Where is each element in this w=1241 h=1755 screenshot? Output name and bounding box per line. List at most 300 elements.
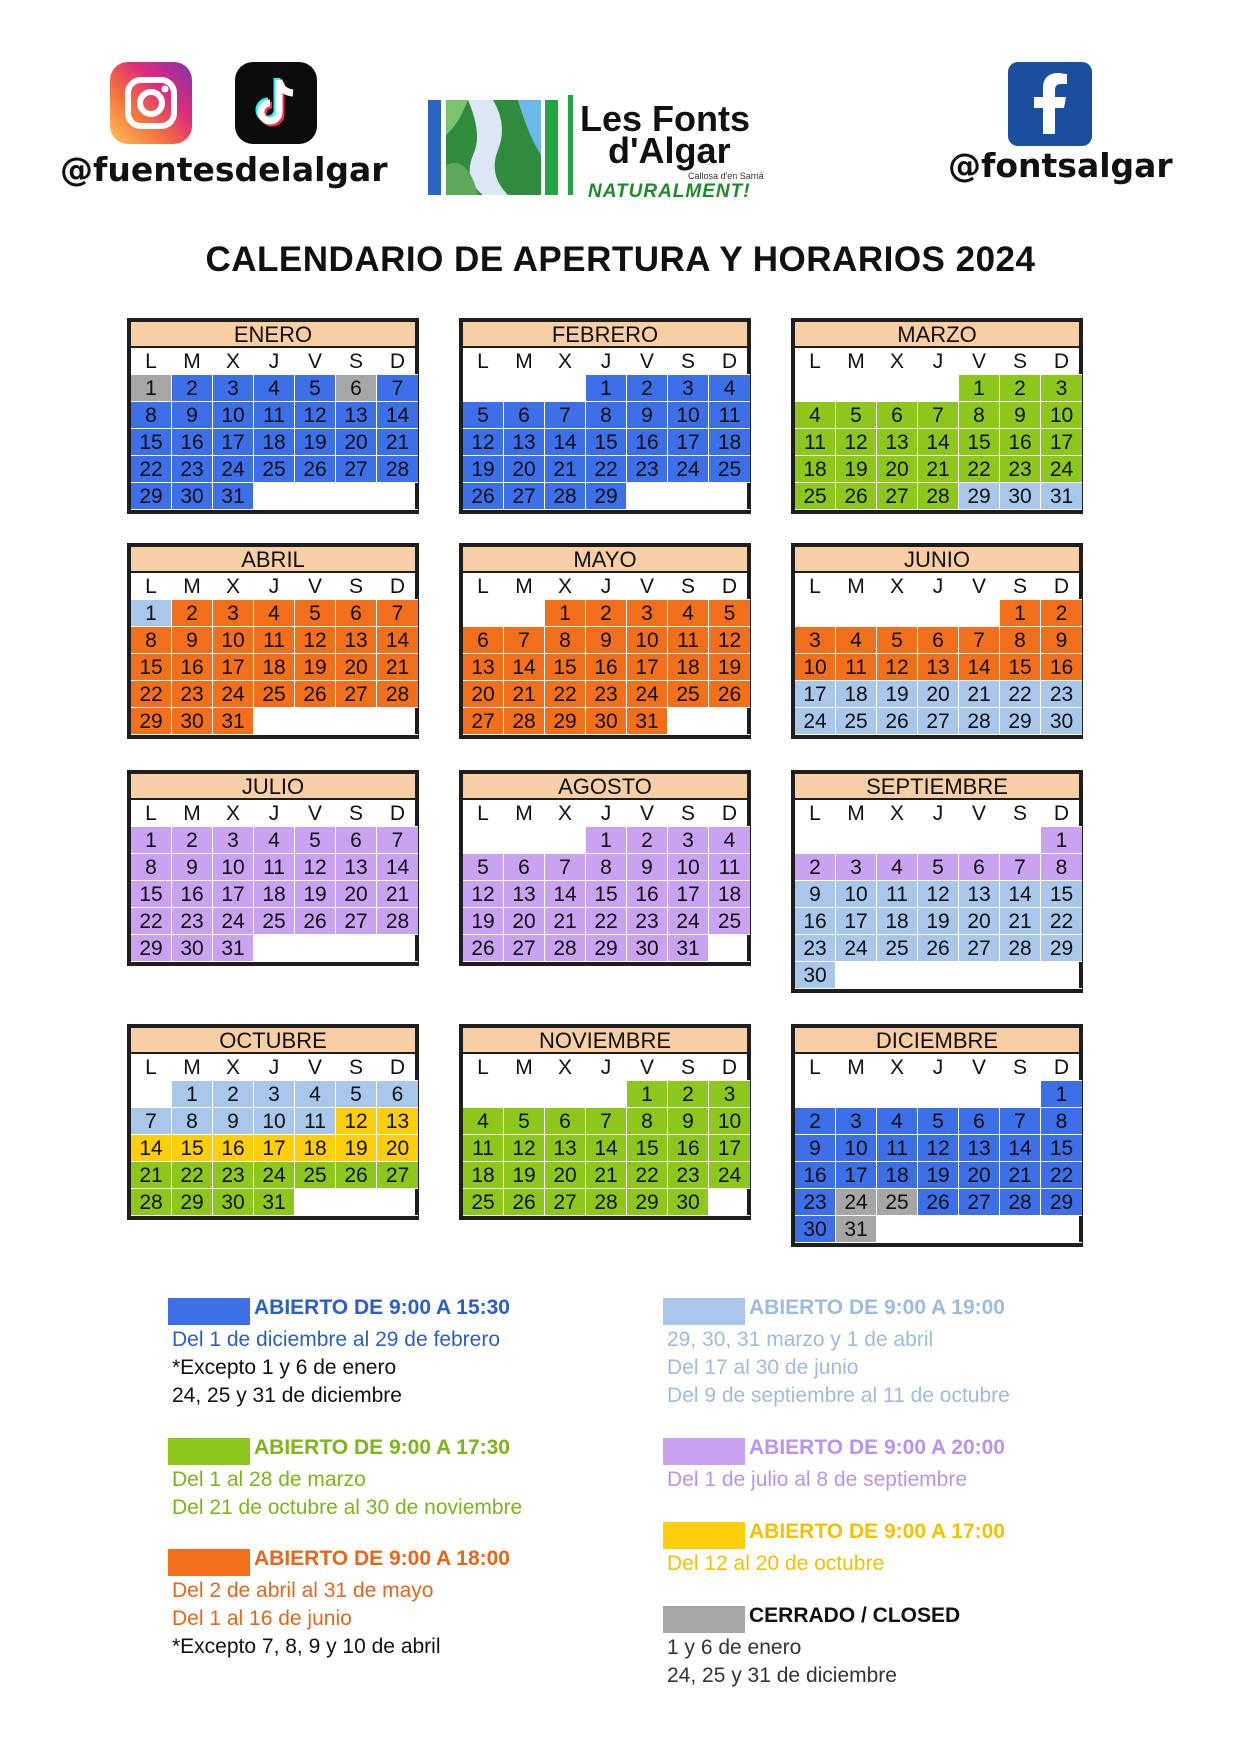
day-cell-green: 26 xyxy=(504,1189,545,1216)
tiktok-icon[interactable] xyxy=(235,62,317,144)
month-julio xyxy=(127,770,419,966)
day-cell-orange: 14 xyxy=(377,627,418,654)
day-cell-blue: 6 xyxy=(959,1108,1000,1135)
day-cell-lightblue: 20 xyxy=(918,681,959,708)
day-cell-orange: 18 xyxy=(668,654,709,681)
weekday-label: D xyxy=(1041,573,1082,600)
day-cell-orange: 2 xyxy=(172,600,213,627)
month-name: ENERO xyxy=(131,322,415,348)
weekday-label: X xyxy=(877,1054,918,1081)
week-row xyxy=(795,654,1079,681)
day-cell-blue: 26 xyxy=(918,1189,959,1216)
day-cell-blue: 22 xyxy=(131,456,172,483)
day-cell-blue: 11 xyxy=(709,402,750,429)
empty-cell xyxy=(918,827,959,854)
day-cell-lightblue: 25 xyxy=(836,708,877,735)
logo xyxy=(428,95,778,205)
day-cell-purple: 21 xyxy=(545,908,586,935)
day-cell-lightblue: 15 xyxy=(1041,881,1082,908)
empty-cell xyxy=(668,708,709,735)
weekday-label: X xyxy=(545,1054,586,1081)
week-row xyxy=(131,1081,415,1108)
legend-title: ABIERTO DE 9:00 A 17:00 xyxy=(749,1520,1005,1543)
day-cell-green: 23 xyxy=(213,1162,254,1189)
day-cell-lightblue: 11 xyxy=(877,881,918,908)
day-cell-purple: 30 xyxy=(627,935,668,962)
day-cell-green: 27 xyxy=(545,1189,586,1216)
weekday-label: V xyxy=(959,800,1000,827)
empty-cell xyxy=(877,1081,918,1108)
day-cell-green: 30 xyxy=(213,1189,254,1216)
week-row xyxy=(795,854,1079,881)
empty-cell xyxy=(709,935,750,962)
day-cell-blue: 27 xyxy=(336,456,377,483)
day-cell-orange: 25 xyxy=(668,681,709,708)
day-cell-blue: 18 xyxy=(877,1162,918,1189)
day-cell-blue: 3 xyxy=(836,1108,877,1135)
day-cell-orange: 26 xyxy=(295,681,336,708)
weekday-label: D xyxy=(377,1054,418,1081)
day-cell-lightblue: 27 xyxy=(918,708,959,735)
facebook-handle[interactable]: @fontsalgar xyxy=(948,146,1173,185)
week-row xyxy=(131,708,415,735)
day-cell-lightblue: 5 xyxy=(336,1081,377,1108)
week-row xyxy=(463,827,747,854)
day-cell-lightblue: 11 xyxy=(295,1108,336,1135)
day-cell-orange: 7 xyxy=(377,600,418,627)
day-cell-lightblue: 1 xyxy=(131,600,172,627)
week-row xyxy=(463,402,747,429)
day-cell-purple: 3 xyxy=(836,854,877,881)
day-cell-orange: 12 xyxy=(295,627,336,654)
week-row xyxy=(463,935,747,962)
empty-cell xyxy=(336,483,377,510)
day-cell-orange: 14 xyxy=(504,654,545,681)
legend-period: Del 9 de septiembre al 11 de octubre xyxy=(667,1384,1010,1407)
empty-cell xyxy=(959,827,1000,854)
empty-cell xyxy=(295,935,336,962)
week-row xyxy=(795,908,1079,935)
weekday-label: V xyxy=(295,348,336,375)
weekday-label: L xyxy=(463,1054,504,1081)
day-cell-purple: 14 xyxy=(377,854,418,881)
week-row xyxy=(131,456,415,483)
weekday-label: L xyxy=(463,348,504,375)
day-cell-green: 3 xyxy=(1041,375,1082,402)
week-row xyxy=(131,1135,415,1162)
weekday-label: V xyxy=(295,573,336,600)
day-cell-green: 4 xyxy=(463,1108,504,1135)
legend-title: ABIERTO DE 9:00 A 17:30 xyxy=(254,1436,510,1459)
day-cell-purple: 15 xyxy=(131,881,172,908)
day-cell-orange: 22 xyxy=(545,681,586,708)
weekday-label: S xyxy=(336,1054,377,1081)
day-cell-green: 18 xyxy=(795,456,836,483)
empty-cell xyxy=(1000,962,1041,989)
week-row xyxy=(463,681,747,708)
day-cell-purple: 7 xyxy=(377,827,418,854)
weekday-label: M xyxy=(172,348,213,375)
day-cell-purple: 16 xyxy=(172,881,213,908)
day-cell-purple: 5 xyxy=(463,854,504,881)
weekday-label: L xyxy=(463,800,504,827)
day-cell-blue: 23 xyxy=(627,456,668,483)
day-cell-blue: 1 xyxy=(586,375,627,402)
day-cell-purple: 7 xyxy=(545,854,586,881)
day-cell-orange: 12 xyxy=(709,627,750,654)
day-cell-lightblue: 4 xyxy=(295,1081,336,1108)
month-diciembre xyxy=(791,1024,1083,1247)
day-cell-purple: 18 xyxy=(709,881,750,908)
day-cell-green: 21 xyxy=(918,456,959,483)
day-cell-orange: 16 xyxy=(1041,654,1082,681)
weekday-header-row xyxy=(131,348,415,375)
empty-cell xyxy=(1000,827,1041,854)
legend-title: ABIERTO DE 9:00 A 20:00 xyxy=(749,1436,1005,1459)
weekday-label: X xyxy=(545,573,586,600)
day-cell-orange: 15 xyxy=(1000,654,1041,681)
empty-cell xyxy=(463,600,504,627)
day-cell-purple: 27 xyxy=(336,908,377,935)
day-cell-blue: 16 xyxy=(627,429,668,456)
week-row xyxy=(795,935,1079,962)
day-cell-green: 29 xyxy=(627,1189,668,1216)
day-cell-purple: 28 xyxy=(545,935,586,962)
day-cell-blue: 3 xyxy=(668,375,709,402)
empty-cell xyxy=(836,827,877,854)
day-cell-blue: 20 xyxy=(336,429,377,456)
day-cell-blue: 2 xyxy=(627,375,668,402)
day-cell-blue: 17 xyxy=(836,1162,877,1189)
week-row xyxy=(131,600,415,627)
day-cell-purple: 15 xyxy=(586,881,627,908)
empty-cell xyxy=(295,1189,336,1216)
day-cell-green: 7 xyxy=(918,402,959,429)
month-name: NOVIEMBRE xyxy=(463,1028,747,1054)
week-row xyxy=(795,627,1079,654)
day-cell-purple: 25 xyxy=(254,908,295,935)
empty-cell xyxy=(545,1081,586,1108)
month-name: ABRIL xyxy=(131,547,415,573)
day-cell-orange: 3 xyxy=(213,600,254,627)
day-cell-green: 26 xyxy=(336,1162,377,1189)
day-cell-orange: 19 xyxy=(709,654,750,681)
weekday-label: X xyxy=(545,800,586,827)
day-cell-lightblue: 28 xyxy=(1000,935,1041,962)
day-cell-blue: 24 xyxy=(213,456,254,483)
day-cell-grey: 24 xyxy=(836,1189,877,1216)
day-cell-blue: 27 xyxy=(504,483,545,510)
day-cell-green: 7 xyxy=(586,1108,627,1135)
waterfall-logo-icon xyxy=(428,95,558,205)
weekday-label: X xyxy=(877,573,918,600)
weekday-header-row xyxy=(795,348,1079,375)
day-cell-lightblue: 18 xyxy=(836,681,877,708)
empty-cell xyxy=(254,483,295,510)
day-cell-lightblue: 10 xyxy=(836,881,877,908)
weekday-label: M xyxy=(504,573,545,600)
day-cell-lightblue: 2 xyxy=(213,1081,254,1108)
weekday-label: L xyxy=(795,1054,836,1081)
day-cell-lightblue: 12 xyxy=(918,881,959,908)
day-cell-orange: 5 xyxy=(877,627,918,654)
day-cell-yellow: 16 xyxy=(213,1135,254,1162)
day-cell-blue: 17 xyxy=(213,429,254,456)
legend-period: 24, 25 y 31 de diciembre xyxy=(667,1664,897,1687)
day-cell-purple: 24 xyxy=(213,908,254,935)
day-cell-lightblue: 31 xyxy=(1041,483,1082,510)
day-cell-blue: 2 xyxy=(172,375,213,402)
day-cell-green: 24 xyxy=(254,1162,295,1189)
day-cell-purple: 10 xyxy=(668,854,709,881)
empty-cell xyxy=(836,375,877,402)
weekday-label: D xyxy=(377,800,418,827)
week-row xyxy=(463,600,747,627)
empty-cell xyxy=(795,827,836,854)
day-cell-blue: 21 xyxy=(377,429,418,456)
day-cell-green: 13 xyxy=(545,1135,586,1162)
day-cell-blue: 15 xyxy=(586,429,627,456)
day-cell-purple: 2 xyxy=(627,827,668,854)
day-cell-blue: 17 xyxy=(668,429,709,456)
empty-cell xyxy=(836,600,877,627)
week-row xyxy=(795,681,1079,708)
day-cell-blue: 21 xyxy=(545,456,586,483)
day-cell-lightblue: 21 xyxy=(1000,908,1041,935)
day-cell-orange: 10 xyxy=(627,627,668,654)
legend-period: Del 1 al 16 de junio xyxy=(172,1607,352,1630)
day-cell-grey: 31 xyxy=(836,1216,877,1243)
week-row xyxy=(131,935,415,962)
day-cell-blue: 13 xyxy=(504,429,545,456)
day-cell-blue: 15 xyxy=(131,429,172,456)
empty-cell xyxy=(504,600,545,627)
day-cell-blue: 28 xyxy=(377,456,418,483)
weekday-label: M xyxy=(836,573,877,600)
day-cell-blue: 4 xyxy=(254,375,295,402)
day-cell-orange: 1 xyxy=(1000,600,1041,627)
day-cell-green: 21 xyxy=(131,1162,172,1189)
day-cell-blue: 26 xyxy=(463,483,504,510)
day-cell-green: 9 xyxy=(668,1108,709,1135)
day-cell-orange: 17 xyxy=(213,654,254,681)
month-name: SEPTIEMBRE xyxy=(795,774,1079,800)
week-row xyxy=(131,1108,415,1135)
day-cell-blue: 20 xyxy=(959,1162,1000,1189)
empty-cell xyxy=(668,483,709,510)
day-cell-green: 27 xyxy=(377,1162,418,1189)
weekday-header-row xyxy=(463,573,747,600)
week-row xyxy=(463,908,747,935)
weekday-label: S xyxy=(1000,573,1041,600)
day-cell-lightblue: 29 xyxy=(1041,935,1082,962)
weekday-header-row xyxy=(795,1054,1079,1081)
day-cell-orange: 20 xyxy=(336,654,377,681)
month-name: JUNIO xyxy=(795,547,1079,573)
week-row xyxy=(463,708,747,735)
legend-title: ABIERTO DE 9:00 A 19:00 xyxy=(749,1296,1005,1319)
day-cell-orange: 10 xyxy=(795,654,836,681)
day-cell-purple: 21 xyxy=(377,881,418,908)
day-cell-blue: 29 xyxy=(131,483,172,510)
day-cell-purple: 6 xyxy=(504,854,545,881)
week-row xyxy=(795,402,1079,429)
day-cell-orange: 6 xyxy=(336,600,377,627)
weekday-header-row xyxy=(463,800,747,827)
weekday-label: X xyxy=(545,348,586,375)
week-row xyxy=(463,1108,747,1135)
day-cell-purple: 22 xyxy=(586,908,627,935)
empty-cell xyxy=(959,1216,1000,1243)
weekday-label: V xyxy=(627,348,668,375)
day-cell-green: 29 xyxy=(172,1189,213,1216)
weekday-label: J xyxy=(586,348,627,375)
day-cell-orange: 25 xyxy=(254,681,295,708)
week-row xyxy=(131,654,415,681)
day-cell-orange: 16 xyxy=(172,654,213,681)
day-cell-purple: 14 xyxy=(545,881,586,908)
instagram-handle[interactable]: @fuentesdelalgar xyxy=(60,150,388,189)
weekday-label: X xyxy=(213,800,254,827)
day-cell-lightblue: 26 xyxy=(918,935,959,962)
day-cell-lightblue: 8 xyxy=(172,1108,213,1135)
weekday-label: M xyxy=(504,348,545,375)
day-cell-yellow: 17 xyxy=(254,1135,295,1162)
week-row xyxy=(131,854,415,881)
day-cell-purple: 26 xyxy=(295,908,336,935)
day-cell-lightblue: 9 xyxy=(213,1108,254,1135)
day-cell-orange: 2 xyxy=(586,600,627,627)
day-cell-lightblue: 27 xyxy=(959,935,1000,962)
day-cell-lightblue: 23 xyxy=(795,935,836,962)
weekday-label: D xyxy=(709,1054,750,1081)
empty-cell xyxy=(1041,962,1082,989)
day-cell-purple: 13 xyxy=(336,854,377,881)
instagram-icon[interactable] xyxy=(110,62,192,144)
day-cell-purple: 12 xyxy=(463,881,504,908)
empty-cell xyxy=(377,483,418,510)
day-cell-green: 25 xyxy=(795,483,836,510)
day-cell-green: 6 xyxy=(545,1108,586,1135)
logo-title-line1: Les Fonts xyxy=(580,98,751,139)
day-cell-blue: 30 xyxy=(172,483,213,510)
day-cell-lightblue: 10 xyxy=(254,1108,295,1135)
day-cell-orange: 29 xyxy=(545,708,586,735)
month-name: MAYO xyxy=(463,547,747,573)
day-cell-blue: 18 xyxy=(254,429,295,456)
empty-cell xyxy=(336,935,377,962)
empty-cell xyxy=(918,375,959,402)
day-cell-blue: 5 xyxy=(463,402,504,429)
day-cell-lightblue: 30 xyxy=(1000,483,1041,510)
empty-cell xyxy=(836,1081,877,1108)
weekday-label: M xyxy=(172,1054,213,1081)
day-cell-green: 27 xyxy=(877,483,918,510)
facebook-icon[interactable] xyxy=(1008,62,1092,146)
week-row xyxy=(795,881,1079,908)
day-cell-green: 17 xyxy=(709,1135,750,1162)
month-febrero xyxy=(459,318,751,514)
weekday-header-row xyxy=(795,573,1079,600)
day-cell-orange: 4 xyxy=(254,600,295,627)
day-cell-green: 13 xyxy=(877,429,918,456)
day-cell-blue: 18 xyxy=(709,429,750,456)
day-cell-purple: 12 xyxy=(295,854,336,881)
day-cell-orange: 21 xyxy=(504,681,545,708)
day-cell-green: 11 xyxy=(463,1135,504,1162)
weekday-label: J xyxy=(586,800,627,827)
empty-cell xyxy=(836,962,877,989)
day-cell-lightblue: 21 xyxy=(959,681,1000,708)
day-cell-lightblue: 29 xyxy=(959,483,1000,510)
weekday-label: V xyxy=(959,573,1000,600)
day-cell-blue: 10 xyxy=(213,402,254,429)
empty-cell xyxy=(336,1189,377,1216)
day-cell-green: 16 xyxy=(1000,429,1041,456)
month-junio xyxy=(791,543,1083,739)
day-cell-orange: 7 xyxy=(504,627,545,654)
week-row xyxy=(463,627,747,654)
day-cell-blue: 7 xyxy=(545,402,586,429)
empty-cell xyxy=(545,375,586,402)
day-cell-orange: 2 xyxy=(1041,600,1082,627)
weekday-label: L xyxy=(463,573,504,600)
day-cell-blue: 12 xyxy=(463,429,504,456)
week-row xyxy=(463,456,747,483)
day-cell-blue: 23 xyxy=(172,456,213,483)
empty-cell xyxy=(586,1081,627,1108)
day-cell-green: 18 xyxy=(463,1162,504,1189)
weekday-label: J xyxy=(918,573,959,600)
day-cell-purple: 4 xyxy=(254,827,295,854)
weekday-label: M xyxy=(836,348,877,375)
empty-cell xyxy=(709,708,750,735)
week-row xyxy=(463,1189,747,1216)
day-cell-grey: 25 xyxy=(877,1189,918,1216)
day-cell-lightblue: 26 xyxy=(877,708,918,735)
day-cell-green: 28 xyxy=(131,1189,172,1216)
day-cell-lightblue: 22 xyxy=(1041,908,1082,935)
day-cell-lightblue: 25 xyxy=(877,935,918,962)
day-cell-purple: 19 xyxy=(463,908,504,935)
empty-cell xyxy=(795,600,836,627)
weekday-label: M xyxy=(172,573,213,600)
day-cell-green: 28 xyxy=(918,483,959,510)
day-cell-orange: 23 xyxy=(586,681,627,708)
week-row xyxy=(463,429,747,456)
week-row xyxy=(463,483,747,510)
empty-cell xyxy=(877,827,918,854)
weekday-label: M xyxy=(172,800,213,827)
day-cell-blue: 7 xyxy=(1000,1108,1041,1135)
weekday-label: D xyxy=(1041,1054,1082,1081)
month-name: AGOSTO xyxy=(463,774,747,800)
weekday-label: V xyxy=(295,800,336,827)
week-row xyxy=(463,1135,747,1162)
week-row xyxy=(795,1189,1079,1216)
day-cell-purple: 22 xyxy=(131,908,172,935)
legend-period: 1 y 6 de enero xyxy=(667,1636,802,1659)
weekday-label: V xyxy=(959,1054,1000,1081)
day-cell-purple: 23 xyxy=(172,908,213,935)
weekday-label: S xyxy=(1000,1054,1041,1081)
day-cell-lightblue: 1 xyxy=(172,1081,213,1108)
day-cell-blue: 29 xyxy=(586,483,627,510)
weekday-label: L xyxy=(795,573,836,600)
day-cell-green: 28 xyxy=(586,1189,627,1216)
legend-period: 29, 30, 31 marzo y 1 de abril xyxy=(667,1328,934,1351)
weekday-label: S xyxy=(336,348,377,375)
